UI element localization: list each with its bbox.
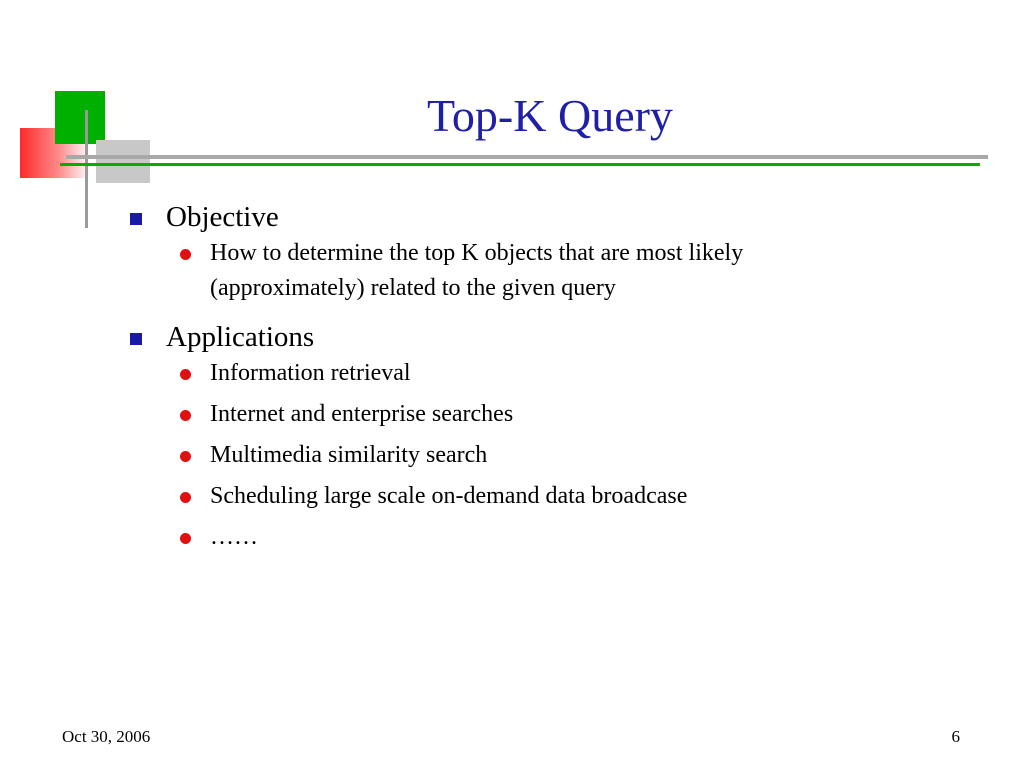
dot-bullet-icon [180,451,191,462]
dot-bullet-icon [180,533,191,544]
sub-bullet [180,438,888,473]
sub-bullet [180,520,888,555]
slide-body [128,198,888,555]
decor-green-square [55,91,105,144]
sub-bullet-text: Information retrieval [210,360,411,386]
dot-bullet-icon [180,492,191,503]
sub-bullet [180,356,888,391]
decor-gray-square [96,140,150,183]
sub-bullet [180,479,888,514]
square-bullet-icon [130,213,142,225]
bullet-heading: Applications [166,321,315,353]
sub-bullet-text: Internet and enterprise searches [210,401,514,427]
bullet-applications [128,318,888,356]
sub-bullet-text: …… [210,524,258,550]
dot-bullet-icon [180,369,191,380]
decor-vertical-line [85,110,88,228]
sub-bullet [180,236,888,306]
footer-date: Oct 30, 2006 [62,727,151,746]
sub-bullet [180,397,888,432]
footer-page-number: 6 [951,727,960,746]
sub-bullet-text: How to determine the top K objects that are most likely (approximately) related to the given query [210,240,744,301]
dot-bullet-icon [180,249,191,260]
sub-bullet-text: Multimedia similarity search [210,442,488,468]
sub-bullet-text: Scheduling large scale on-demand data broadcase [210,483,688,509]
dot-bullet-icon [180,410,191,421]
bullet-objective [128,198,888,236]
bullet-heading: Objective [166,201,279,233]
slide-title: Top-K Query [427,90,673,141]
decor-gray-rule [66,155,988,159]
square-bullet-icon [130,333,142,345]
decor-green-rule [60,163,980,166]
